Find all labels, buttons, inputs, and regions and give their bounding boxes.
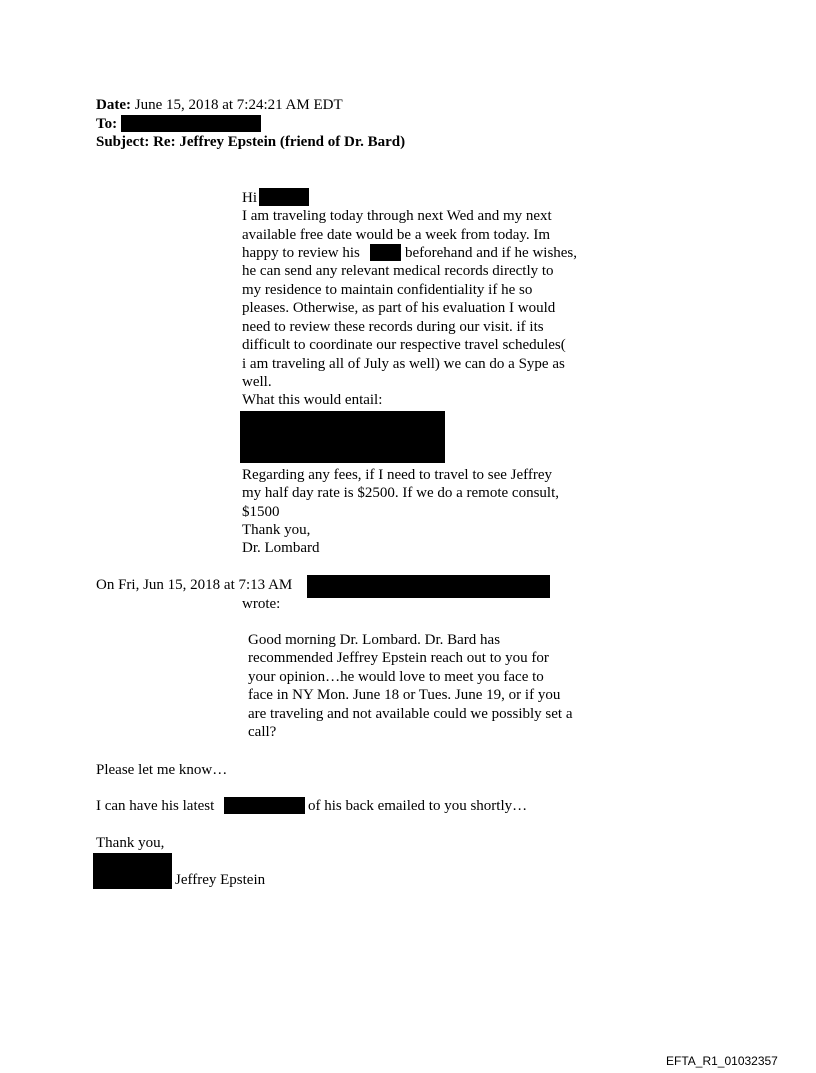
reply-line-9: i am traveling all of July as well) we can do a Sype as: [242, 356, 565, 372]
closing-latest: I can have his latest: [96, 798, 215, 814]
closing-thanks: Thank you,: [96, 835, 165, 851]
reply-greeting: Hi: [242, 190, 257, 206]
reply-line-1: I am traveling today through next Wed and my next: [242, 208, 552, 224]
quote-wrote: wrote:: [242, 596, 281, 612]
redaction-record-type: [370, 244, 401, 261]
quote-attribution: On Fri, Jun 15, 2018 at 7:13 AM: [96, 577, 293, 593]
subject-line: [96, 133, 405, 151]
reply-line-3: happy to review his: [242, 245, 360, 261]
subject-value: Re: Jeffrey Epstein (friend of Dr. Bard): [153, 134, 406, 150]
to-line: [96, 115, 117, 133]
quote-line-2: recommended Jeffrey Epstein reach out to you for: [248, 650, 549, 666]
date-label: Date:: [96, 97, 131, 113]
closing-name: Jeffrey Epstein: [175, 872, 266, 888]
redaction-to: [121, 115, 261, 132]
quote-line-4: face in NY Mon. June 18 or Tues. June 19, or if you: [248, 687, 561, 703]
redaction-entail-details: [240, 411, 445, 463]
reply-line-8: difficult to coordinate our respective travel schedules(: [242, 337, 566, 353]
quote-line-1: Good morning Dr. Lombard. Dr. Bard has: [248, 632, 501, 648]
date-line: [96, 96, 343, 114]
reply-line-4: he can send any relevant medical records directly to: [242, 263, 554, 279]
closing-latest-end: of his back emailed to you shortly…: [308, 798, 528, 814]
reply-line-6: pleases. Otherwise, as part of his evaluation I would: [242, 300, 556, 316]
date-value: June 15, 2018 at 7:24:21 AM EDT: [134, 97, 343, 113]
quote-line-6: call?: [248, 724, 277, 740]
redaction-closing-name: [93, 853, 172, 889]
reply-line-10: well.: [242, 374, 272, 390]
redaction-greeting-name: [259, 188, 309, 206]
reply-entail: What this would entail:: [242, 392, 383, 408]
reply-line-5: my residence to maintain confidentiality if he so: [242, 282, 533, 298]
reply-line-7: need to review these records during our visit. if its: [242, 319, 544, 335]
subject-label: Subject:: [96, 134, 150, 150]
reply-signature: Dr. Lombard: [242, 540, 320, 556]
fees-line-2: my half day rate is $2500. If we do a remote consult,: [242, 485, 559, 501]
quote-line-5: are traveling and not available could we possibly set a: [248, 706, 573, 722]
fees-line-1: Regarding any fees, if I need to travel to see Jeffrey: [242, 467, 553, 483]
reply-line-2: available free date would be a week from today. Im: [242, 227, 551, 243]
fees-line-3: $1500: [242, 504, 280, 520]
closing-let-me-know: Please let me know…: [96, 762, 228, 778]
document-id: EFTA_R1_01032357: [666, 1054, 778, 1068]
quote-line-3: your opinion…he would love to meet you face to: [248, 669, 544, 685]
redaction-sender: [307, 575, 550, 598]
reply-thanks: Thank you,: [242, 522, 311, 538]
reply-line-3-end: beforehand and if he wishes,: [405, 245, 578, 261]
to-label: To:: [96, 116, 118, 132]
redaction-scan-type: [224, 797, 305, 814]
